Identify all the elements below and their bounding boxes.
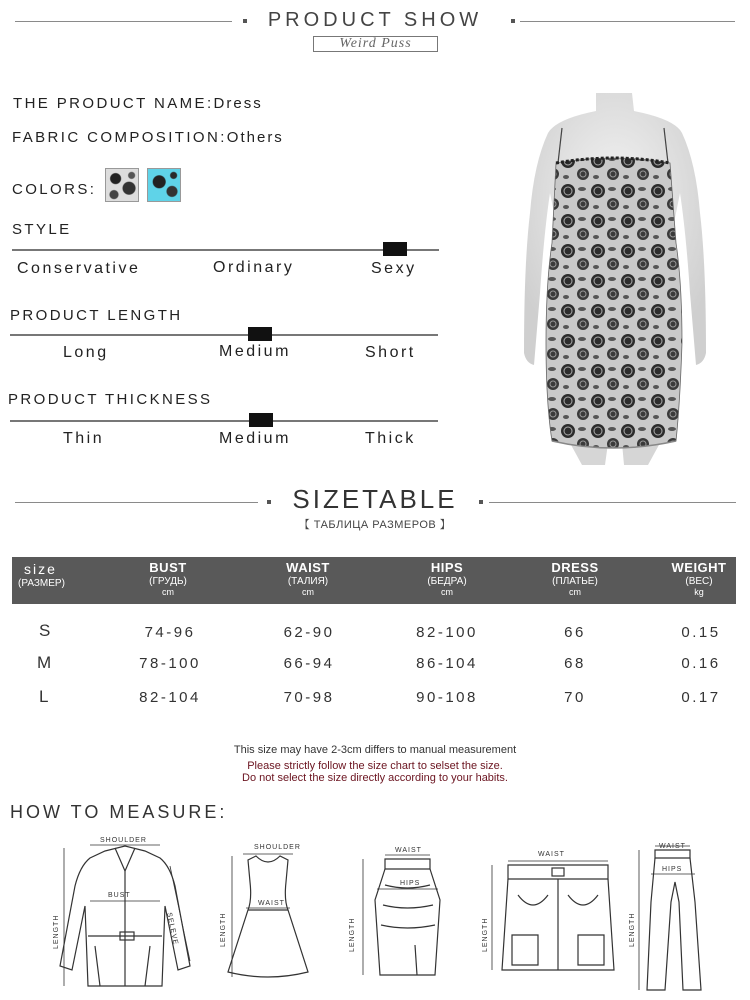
label-shoulder: SHOULDER <box>100 837 147 844</box>
how-to-measure-title: HOW TO MEASURE: <box>10 802 228 822</box>
sizetable-title: SIZETABLE <box>292 484 458 514</box>
cell-size: L <box>39 687 49 706</box>
cell-dress: 66 <box>564 624 586 641</box>
length-scale-line <box>10 334 438 336</box>
col-header-waist <box>272 557 344 597</box>
thickness-label: PRODUCT THICKNESS <box>8 391 213 408</box>
label-waist: WAIST <box>395 847 422 854</box>
size-warning-2: Do not select the size directly according to your habits. <box>242 772 508 784</box>
cell-waist: 70-98 <box>283 689 335 706</box>
label-length: LENGTH <box>482 917 489 952</box>
cell-hips: 82-100 <box>416 624 478 641</box>
col-size-name: size <box>24 561 57 577</box>
cell-hips: 86-104 <box>416 655 478 672</box>
label-length: LENGTH <box>629 912 636 947</box>
cell-weight: 0.15 <box>681 624 721 641</box>
label-bust: BUST <box>108 892 131 899</box>
col-bust-unit: cm <box>162 587 174 597</box>
col-weight-name: WEIGHT <box>671 560 727 575</box>
col-hips-unit: cm <box>441 587 453 597</box>
length-marker <box>248 327 272 341</box>
product-name-value: Dress <box>213 95 263 112</box>
length-option-short: Short <box>365 344 416 361</box>
measure-diagram-skirt <box>345 845 445 995</box>
color-swatch-print-grey[interactable] <box>105 168 139 202</box>
col-header-size <box>12 557 82 589</box>
style-option-sexy: Sexy <box>371 260 417 277</box>
shorts-outline-icon <box>478 845 618 985</box>
dress-outline-icon <box>218 842 318 992</box>
cell-waist: 66-94 <box>283 655 335 672</box>
col-dress-ru: (ПЛАТЬЕ) <box>552 576 598 587</box>
cell-bust: 82-104 <box>139 689 201 706</box>
measure-diagram-pants <box>625 842 725 997</box>
col-waist-ru: (ТАЛИЯ) <box>287 576 329 587</box>
col-bust-ru: (ГРУДЬ) <box>149 576 187 587</box>
cell-waist: 62-90 <box>283 624 335 641</box>
header-rule-right <box>520 21 735 22</box>
thickness-scale-line <box>10 420 438 422</box>
col-header-hips <box>411 557 483 597</box>
size-note: This size may have 2-3cm differs to manual measurement <box>233 744 517 756</box>
sizetable-rule-right <box>489 502 736 503</box>
length-option-medium: Medium <box>219 343 291 360</box>
product-name-row <box>13 95 263 112</box>
cell-size: M <box>37 653 52 672</box>
size-warning-1: Please strictly follow the size chart to selset the size. <box>247 760 503 772</box>
label-length: LENGTH <box>349 917 356 952</box>
product-name-label: THE PRODUCT NAME: <box>13 95 214 112</box>
measure-diagram-shorts <box>478 845 618 985</box>
length-label: PRODUCT LENGTH <box>10 307 183 324</box>
sizetable-dot-right <box>479 500 483 504</box>
fabric-value: Others <box>226 129 284 146</box>
thickness-option-thick: Thick <box>365 430 416 447</box>
product-photo <box>500 93 728 465</box>
label-length: LENGTH <box>53 914 60 949</box>
cell-dress: 70 <box>564 689 586 706</box>
cell-weight: 0.17 <box>681 689 721 706</box>
thickness-marker <box>249 413 273 427</box>
fabric-label: FABRIC COMPOSITION: <box>12 129 227 146</box>
label-hips: HIPS <box>400 880 421 887</box>
length-option-long: Long <box>63 344 109 361</box>
col-waist-unit: cm <box>302 587 314 597</box>
label-shoulder: SHOULDER <box>254 844 301 851</box>
label-waist: WAIST <box>258 900 285 907</box>
cell-size: S <box>39 621 51 640</box>
cell-hips: 90-108 <box>416 689 478 706</box>
measure-diagram-jacket <box>50 836 200 996</box>
col-weight-ru: (BEC) <box>685 576 713 587</box>
measure-diagram-dress <box>218 842 318 992</box>
size-table-header <box>12 557 736 604</box>
color-swatch-print-blue[interactable] <box>147 168 181 202</box>
label-sleeve: SELEVE <box>165 912 179 946</box>
sizetable-subtitle: 【 ТАБЛИЦА РАЗМЕРОВ 】 <box>298 519 452 531</box>
cell-weight: 0.16 <box>681 655 721 672</box>
page-title: PRODUCT SHOW <box>267 9 483 31</box>
style-label: STYLE <box>12 221 72 238</box>
col-bust-name: BUST <box>149 560 187 575</box>
brand-subtitle: Weird Puss <box>313 36 438 52</box>
col-size-ru: (РАЗМЕР) <box>18 578 65 589</box>
label-waist: WAIST <box>538 851 565 858</box>
thickness-option-thin: Thin <box>63 430 105 447</box>
col-header-bust <box>132 557 204 597</box>
style-option-ordinary: Ordinary <box>213 259 295 276</box>
col-header-dress <box>539 557 611 597</box>
jacket-outline-icon <box>50 836 200 996</box>
style-scale-line <box>12 249 439 251</box>
col-hips-ru: (БЕДРА) <box>427 576 467 587</box>
col-dress-unit: cm <box>569 587 581 597</box>
header-dot-right <box>511 19 515 23</box>
label-length: LENGTH <box>220 912 227 947</box>
cell-dress: 68 <box>564 655 586 672</box>
thickness-option-medium: Medium <box>219 430 291 447</box>
dress-print <box>546 158 682 448</box>
colors-label: COLORS: <box>12 181 97 198</box>
style-marker <box>383 242 407 256</box>
label-hips: HIPS <box>662 866 683 873</box>
col-waist-name: WAIST <box>286 560 330 575</box>
col-hips-name: HIPS <box>430 560 464 575</box>
col-header-weight <box>662 557 736 597</box>
col-dress-name: DRESS <box>551 560 599 575</box>
fabric-row <box>12 129 284 146</box>
skirt-outline-icon <box>345 845 445 995</box>
cell-bust: 78-100 <box>139 655 201 672</box>
style-option-conservative: Conservative <box>17 260 141 277</box>
cell-bust: 74-96 <box>144 624 196 641</box>
col-weight-unit: kg <box>694 587 704 597</box>
label-waist: WAIST <box>659 843 686 850</box>
